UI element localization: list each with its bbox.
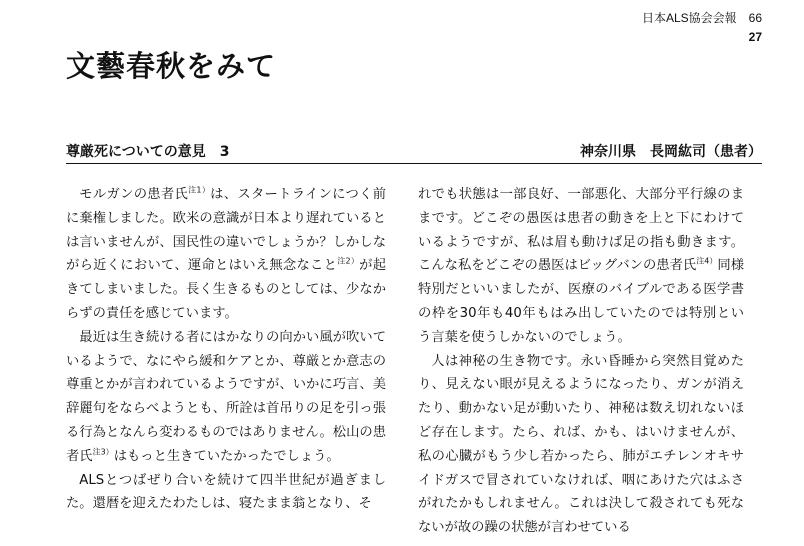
- journal-header: 日本ALS協会会報 66: [641, 11, 762, 25]
- paragraph: ALSとつばぜり合いを続けて四半世紀が過ぎました。還暦を迎えたわたしは、寝たまま翁となり、そ: [66, 472, 386, 512]
- footnote-ref: 注3）: [92, 447, 114, 457]
- body-column-right: [418, 183, 744, 540]
- footnote-ref: 注4）: [696, 256, 718, 266]
- heading-divider: [66, 163, 762, 164]
- body-column-left: [66, 183, 386, 516]
- paragraph: れでも状態は一部良好、一部悪化、大部分平行線のままです。どこぞの愚医は患者の動きを上と下にわけているようですが、私は眉も動けば足の指も動きます。こんな私をどこぞの愚医はビッグバンの患者氏$^{注4)}$同様特別だといいましたが、医療のバイブルである医学書の枠を30年も40年もはみ出していたのでは特別という言葉を使うしかないのでしょう。: [418, 187, 745, 345]
- paragraph: 人は神秘の生き物です。永い昏睡から突然目覚めたり、見えない眼が見えるようになったり、ガンが消えたり、動かない足が動いたり、神秘は数え切れないほど存在します。たら、れば、かも、はいけませんが、私の心臓がもう少し若かったら、肺がエチレンオキサイドガスで冒されていなければ、咽にあけた穴はふさがれたかもしれません。これは決して殺されても死なないが故の躁の状態が言わせている: [418, 353, 744, 536]
- article-heading: 尊厳死についての意見 3: [66, 144, 230, 160]
- footnote-ref: 注1）: [188, 185, 211, 195]
- page-title: 文藝春秋をみて: [66, 49, 277, 83]
- page-number: 27: [748, 30, 762, 44]
- article-author: 神奈川県 長岡紘司（患者）: [580, 144, 762, 160]
- paragraph: モルガンの患者氏$^{注1)}$は、スタートラインにつく前に棄権しました。欧米の意識が日本より遅れているとは言いませんが、国民性の違いでしょうか？しかしながら近くにおいて、運命とはいえ無念なこと$^{注2)}$が起きてしまいました。長く生きるものとしては、少なからずの責任を感じています。: [66, 185, 387, 321]
- paragraph: 最近は生き続ける者にはかなりの向かい風が吹いているようで、なにやら緩和ケアとか、尊厳とか意志の尊重とかが言われているようですが、いかに巧言、美辞麗句をならべようとも、所詮は首吊りの足を引っ張る行為となんら変わるものではありません。松山の患者氏$^{注3)}$はもっと生きていたかったでしょう。: [66, 329, 386, 464]
- footnote-ref: 注2）: [337, 256, 360, 266]
